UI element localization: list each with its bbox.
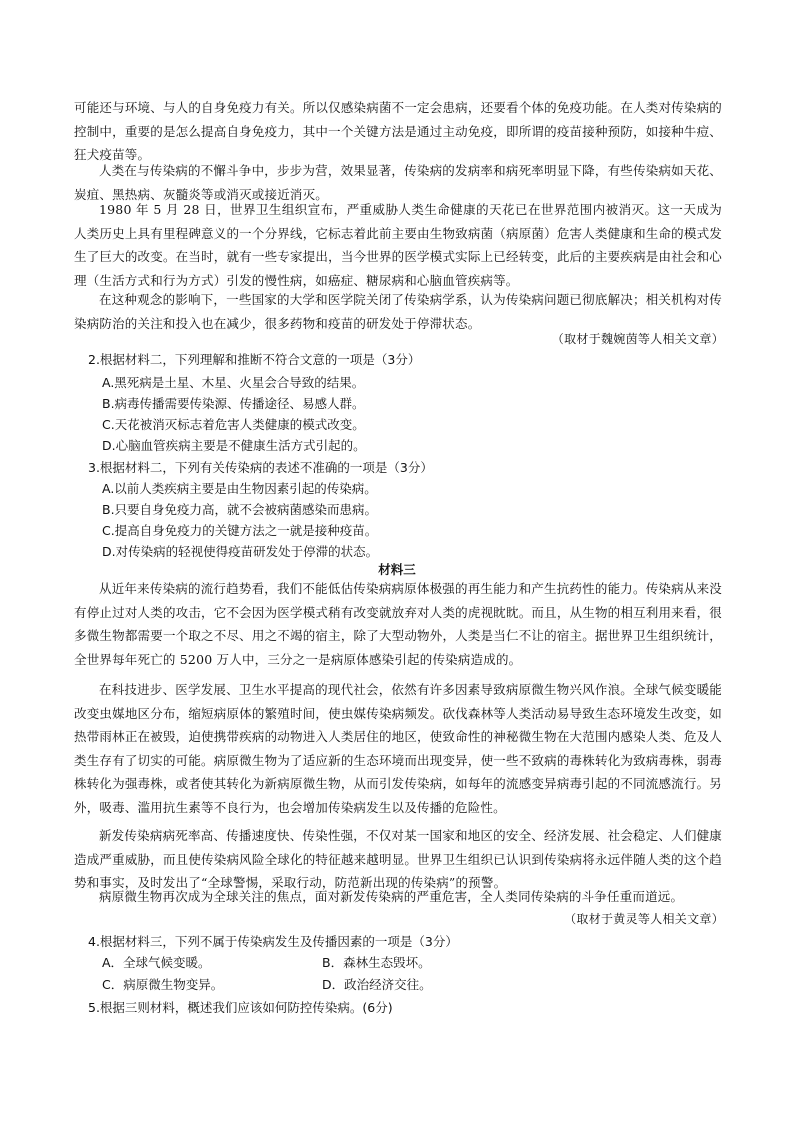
question-3-option-b: B.只要自身免疫力高，就不会被病菌感染而患病。 <box>102 502 378 517</box>
question-4-option-c: C．病原微生物变异。 <box>102 977 224 992</box>
material2-source: （取材于魏婉茵等人相关文章） <box>551 332 724 346</box>
question-4-option-a: A．全球气候变暖。 <box>102 955 211 970</box>
question-4-option-d: D．政治经济交往。 <box>322 977 432 992</box>
question-2-option-c: C.天花被消灭标志着危害人类健康的模式改变。 <box>102 417 365 432</box>
material2-paragraph-4: 在这种观念的影响下，一些国家的大学和医学院关闭了传染病学系，认为传染病问题已彻底解决；相关机构对传染病防治的关注和投入也在减少，很多药物和疫苗的研发处于停滞状态。 <box>74 292 722 331</box>
question-3-option-d: D.对传染病的轻视使得疫苗研发处于停滞的状态。 <box>102 544 379 559</box>
material2-paragraph-2: 人类在与传染病的不懈斗争中，步步为营，效果显著，传染病的发病率和病死率明显下降，有些传染病如天花、炭疽、黑热病、灰髓炎等或消灭或接近消灭。 <box>74 163 722 202</box>
question-2-option-d: D.心脑血管疾病主要是不健康生活方式引起的。 <box>102 438 366 453</box>
question-5-stem: 5.根据三则材料，概述我们应该如何防控传染病。(6分) <box>88 1000 393 1015</box>
material3-paragraph-4: 病原微生物再次成为全球关注的焦点，面对新发传染病的严重危害，全人类同传染病的斗争任重而道远。 <box>99 889 684 904</box>
material2-paragraph-1: 可能还与环境、与人的自身免疫力有关。所以仅感染病菌不一定会患病，还要看个体的免疫功能。在人类对传染病的控制中，重要的是怎么提高自身免疫力，其中一个关键方法是通过主动免疫，即所谓的疫苗接种预防，如接种牛痘、狂犬疫苗等。 <box>74 100 722 162</box>
question-3-option-a: A.以前人类疾病主要是由生物因素引起的传染病。 <box>102 481 377 496</box>
material3-heading: 材料三 <box>378 562 416 577</box>
question-3-option-c: C.提高自身免疫力的关键方法之一就是接种疫苗。 <box>102 523 378 538</box>
material3-source: （取材于黄灵等人相关文章） <box>564 912 724 926</box>
question-3-stem: 3.根据材料二，下列有关传染病的表述不准确的一项是（3分） <box>88 460 433 475</box>
material3-paragraph-1: 从近年来传染病的流行趋势看，我们不能低估传染病病原体极强的再生能力和产生抗药性的能力。传染病从来没有停止过对人类的攻击，它不会因为医学模式稍有改变就放弃对人类的虎视眈眈。而且，从生物的相互利用来看，很多微生物都需要一个取之不尽、用之不竭的宿主，除了大型动物外，人类是当仁不让的宿主。据世界卫生组织统计，全世界每年死亡的 5200 万人中，三分之一是病原体感染引起的传染病造成的。 <box>74 581 722 667</box>
question-2-option-b: B.病毒传播需要传染源、传播途径、易感人群。 <box>102 396 365 411</box>
material2-paragraph-3: 1980 年 5 月 28 日，世界卫生组织宣布，严重威胁人类生命健康的天花已在世界范围内被消灭。这一天成为人类历史上具有里程碑意义的一个分界线，它标志着此前主要由生物致病菌（病原菌）危害人类健康和生命的模式发生了巨大的改变。在当时，就有一些专家提出，当今世界的医学模式实际上已经转变，此后的主要疾病是由社会和心理（生活方式和行为方式）引发的慢性病，如癌症、糖尿病和心脑血管疾病等。 <box>74 202 722 288</box>
material3-paragraph-2: 在科技进步、医学发展、卫生水平提高的现代社会，依然有许多因素导致病原微生物兴风作浪。全球气候变暖能改变虫媒地区分布，缩短病原体的繁殖时间，使虫媒传染病频发。砍伐森林等人类活动易导致生态环境发生改变，如热带雨林正在被毁，迫使携带疾病的动物进入人类居住的地区，使致命性的神秘微生物在大范围内感染人类、危及人类生存有了切实的可能。病原微生物为了适应新的生态环境而出现变异，使一些不致病的毒株转化为致病毒株，弱毒株转化为强毒株，或者使其转化为新病原微生物，从而引发传染病，如每年的流感变异病毒引起的不同流感流行。另外，吸毒、滥用抗生素等不良行为，也会增加传染病发生以及传播的危险性。 <box>74 682 722 815</box>
question-4-option-b: B．森林生态毁坏。 <box>322 955 431 970</box>
material3-paragraph-3: 新发传染病病死率高、传播速度快、传染性强，不仅对某一国家和地区的安全、经济发展、社会稳定、人们健康造成严重威胁，而且使传染病风险全球化的特征越来越明显。世界卫生组织已认识到传染病将永远伴随人类的这个趋势和事实，及时发出了“全球警惕，采取行动，防范新出现的传染病”的预警。 <box>74 828 722 890</box>
question-4-stem: 4.根据材料三，下列不属于传染病发生及传播因素的一项是（3分） <box>88 934 458 949</box>
question-2-stem: 2.根据材料二，下列理解和推断不符合文意的一项是（3分） <box>88 352 421 367</box>
question-2-option-a: A.黑死病是土星、木星、火星会合导致的结果。 <box>102 375 365 390</box>
